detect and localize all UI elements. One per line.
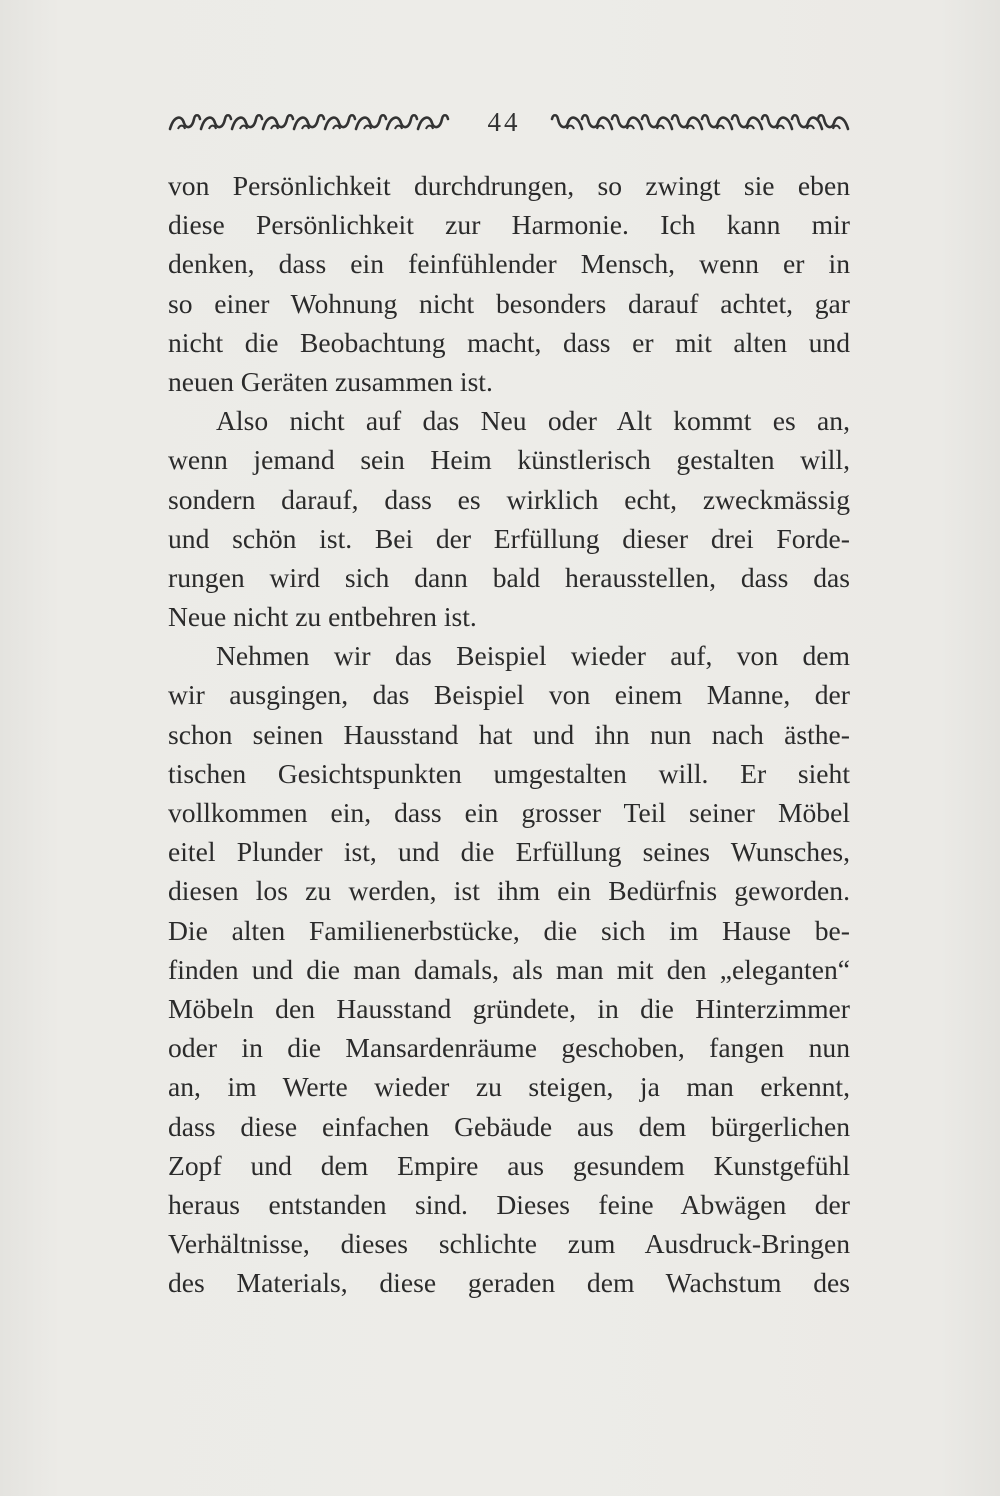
text-line: Verhältnisse, dieses schlichte zum Ausdruck-Bringen bbox=[168, 1228, 850, 1260]
text-line: Nehmen wir das Beispiel wieder auf, von dem bbox=[216, 640, 850, 672]
text-line: sondern darauf, dass es wirklich echt, zweckmässig bbox=[168, 483, 850, 515]
text-line: Möbeln den Hausstand gründete, in die Hinterzimmer bbox=[168, 992, 850, 1024]
text-line: Die alten Familienerbstücke, die sich im Hause be- bbox=[168, 914, 850, 946]
text-line: Neue nicht zu entbehren ist. bbox=[168, 601, 477, 633]
text-line: wir ausgingen, das Beispiel von einem Manne, der bbox=[168, 679, 850, 711]
text-line: schon seinen Hausstand hat und ihn nun nach ästhe- bbox=[168, 718, 850, 750]
text-line: eitel Plunder ist, und die Erfüllung seines Wunsches, bbox=[168, 836, 850, 868]
text-line: dass diese einfachen Gebäude aus dem bürgerlichen bbox=[168, 1110, 850, 1142]
text-line: vollkommen ein, dass ein grosser Teil seiner Möbel bbox=[168, 797, 850, 828]
body-text bbox=[168, 166, 850, 1302]
page-number: 44 bbox=[487, 106, 521, 137]
text-line: heraus entstanden sind. Dieses feine Abwägen der bbox=[168, 1188, 850, 1220]
text-line: neuen Geräten zusammen ist. bbox=[168, 365, 493, 397]
text-line: von Persönlichkeit durchdrungen, so zwingt sie eben bbox=[168, 170, 850, 201]
text-line: diese Persönlichkeit zur Harmonie. Ich kann mir bbox=[168, 209, 850, 241]
text-line: und schön ist. Bei der Erfüllung dieser drei Forde- bbox=[168, 522, 850, 554]
text-line: denken, dass ein feinfühlender Mensch, wenn er in bbox=[168, 248, 850, 280]
text-line: Zopf und dem Empire aus gesundem Kunstgefühl bbox=[168, 1149, 850, 1181]
text-line: oder in die Mansardenräume geschoben, fangen nun bbox=[168, 1032, 850, 1064]
text-line: so einer Wohnung nicht besonders darauf achtet, gar bbox=[168, 287, 850, 319]
text-line: an, im Werte wieder zu steigen, ja man erkennt, bbox=[168, 1071, 850, 1103]
text-line: diesen los zu werden, ist ihm ein Bedürfnis geworden. bbox=[168, 875, 850, 907]
left-ornament-icon bbox=[168, 109, 458, 135]
running-header bbox=[168, 100, 850, 144]
right-ornament-icon bbox=[550, 109, 850, 135]
text-line: nicht die Beobachtung macht, dass er mit alten und bbox=[168, 326, 850, 358]
text-line: rungen wird sich dann bald herausstellen, dass das bbox=[168, 561, 850, 593]
text-line: Also nicht auf das Neu oder Alt kommt es an, bbox=[216, 405, 850, 437]
text-line: wenn jemand sein Heim künstlerisch gestalten will, bbox=[168, 444, 850, 476]
text-line: finden und die man damals, als man mit den „eleganten“ bbox=[168, 953, 850, 985]
text-line: tischen Gesichtspunkten umgestalten will. Er sieht bbox=[168, 757, 850, 789]
text-line: des Materials, diese geraden dem Wachstum des bbox=[168, 1267, 850, 1299]
